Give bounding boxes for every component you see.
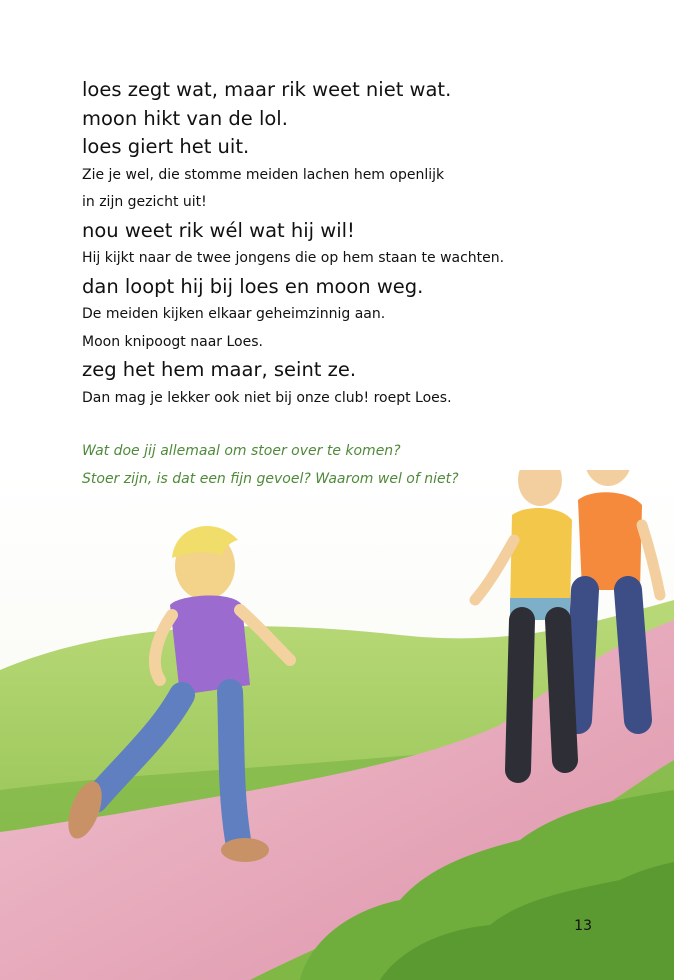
story-line: Hij kijkt naar de twee jongens die op hem staan te wachten.	[82, 250, 505, 266]
story-text	[82, 76, 642, 412]
story-line: in zijn gezicht uit!	[82, 194, 207, 210]
story-line: Dan mag je lekker ook niet bij onze club! roept Loes.	[82, 389, 452, 406]
story-line: loes zegt wat, maar rik weet niet wat.	[82, 78, 452, 101]
question: Wat doe jij allemaal om stoer over te komen?	[82, 443, 401, 459]
story-line: Zie je wel, die stomme meiden lachen hem openlijk	[82, 166, 445, 183]
illustration	[0, 470, 674, 980]
story-line: moon hikt van de lol.	[82, 106, 288, 130]
story-line: zeg het hem maar, seint ze.	[82, 358, 357, 381]
question: Stoer zijn, is dat een fijn gevoel? Waarom wel of niet?	[82, 471, 459, 487]
story-line: Moon knipoogt naar Loes.	[82, 333, 263, 350]
story-line: dan loopt hij bij loes en moon weg.	[82, 274, 424, 298]
story-line: loes giert het uit.	[82, 135, 250, 158]
reflection-questions	[82, 437, 642, 493]
story-line: De meiden kijken elkaar geheimzinnig aan.	[82, 306, 386, 322]
page-number: 13	[574, 918, 592, 934]
story-line: nou weet rik wél wat hij wil!	[82, 218, 355, 242]
